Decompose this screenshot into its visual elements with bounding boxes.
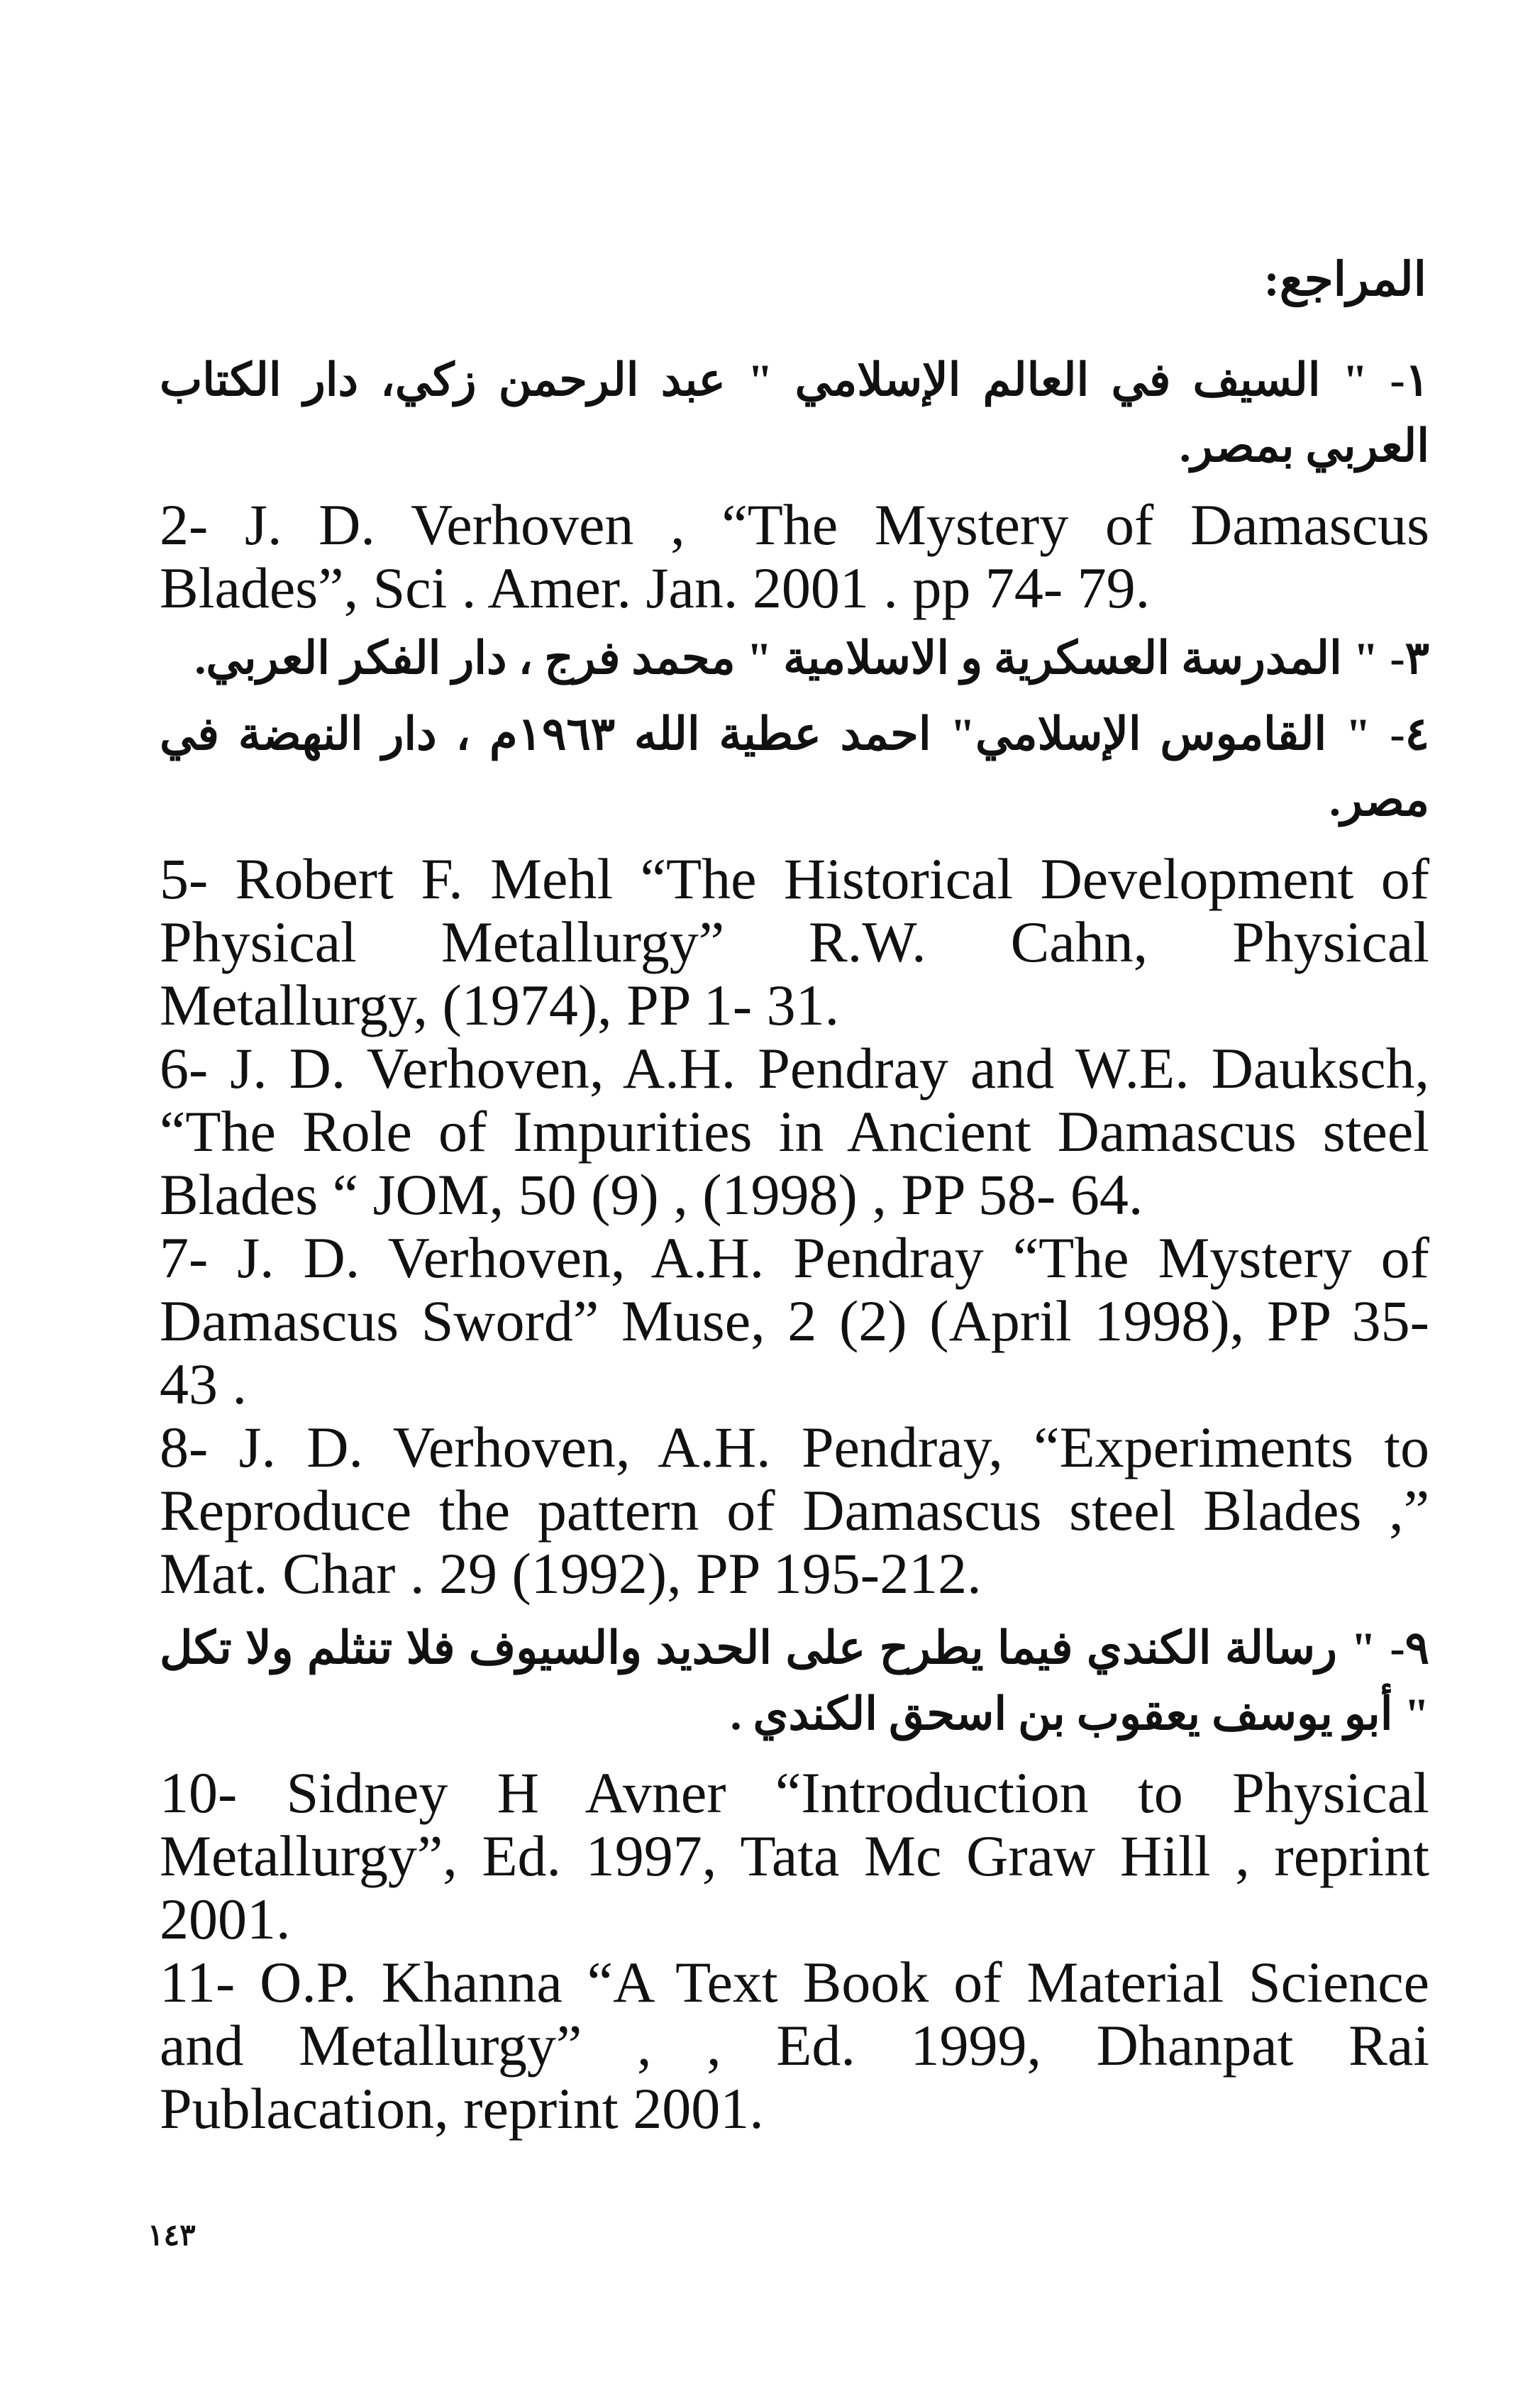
reference-item-8: 8- J. D. Verhoven, A.H. Pendray, “Experiments to Reproduce the pattern of Damascus steel Blades ,” Mat. Char . 29 (1992), PP 195-212. <box>160 1415 1429 1606</box>
references-list <box>160 337 1429 2140</box>
page-number: ١٤٣ <box>148 2220 196 2252</box>
reference-item-2: 2- J. D. Verhoven , “The Mystery of Damascus Blades”, Sci . Amer. Jan. 2001 . pp 74- 79. <box>160 492 1429 620</box>
reference-item-5: 5- Robert F. Mehl “The Historical Development of Physical Metallurgy” R.W. Cahn, Physical Metallurgy, (1974), PP 1- 31. <box>160 847 1429 1037</box>
reference-item-11: 11- O.P. Khanna “A Text Book of Material Science and Metallurgy” , , Ed. 1999, Dhanpat Rai Publacation, reprint 2001. <box>160 1950 1429 2141</box>
reference-item-4: ٤- " القاموس الإسلامي" احمد عطية الله ١٩٦٣م ، دار النهضة في مصر. <box>160 709 1430 825</box>
reference-item-3: ٣- " المدرسة العسكرية و الاسلامية " محمد فرج ، دار الفكر العربي. <box>194 633 1429 683</box>
reference-item-7: 7- J. D. Verhoven, A.H. Pendray “The Mystery of Damascus Sword” Muse, 2 (2) (April 1998), PP 35- 43 . <box>160 1225 1429 1416</box>
reference-item-9: ٩- " رسالة الكندي فيما يطرح على الحديد والسيوف فلا تنثلم ولا تكل " أبو يوسف يعقوب بن اسحق الكندي . <box>160 1623 1429 1739</box>
reference-item-1: ١- " السيف في العالم الإسلامي " عبد الرحمن زكي، دار الكتاب العربي بمصر. <box>160 355 1429 471</box>
reference-item-10: 10- Sidney H Avner “Introduction to Physical Metallurgy”, Ed. 1997, Tata Mc Graw Hill , reprint 2001. <box>160 1760 1429 1951</box>
reference-item-6: 6- J. D. Verhoven, A.H. Pendray and W.E. Dauksch, “The Role of Impurities in Ancient Damascus steel Blades “ JOM, 50 (9) , (1998) , PP 58- 64. <box>160 1036 1429 1227</box>
references-heading: المراجع: <box>1263 254 1427 306</box>
